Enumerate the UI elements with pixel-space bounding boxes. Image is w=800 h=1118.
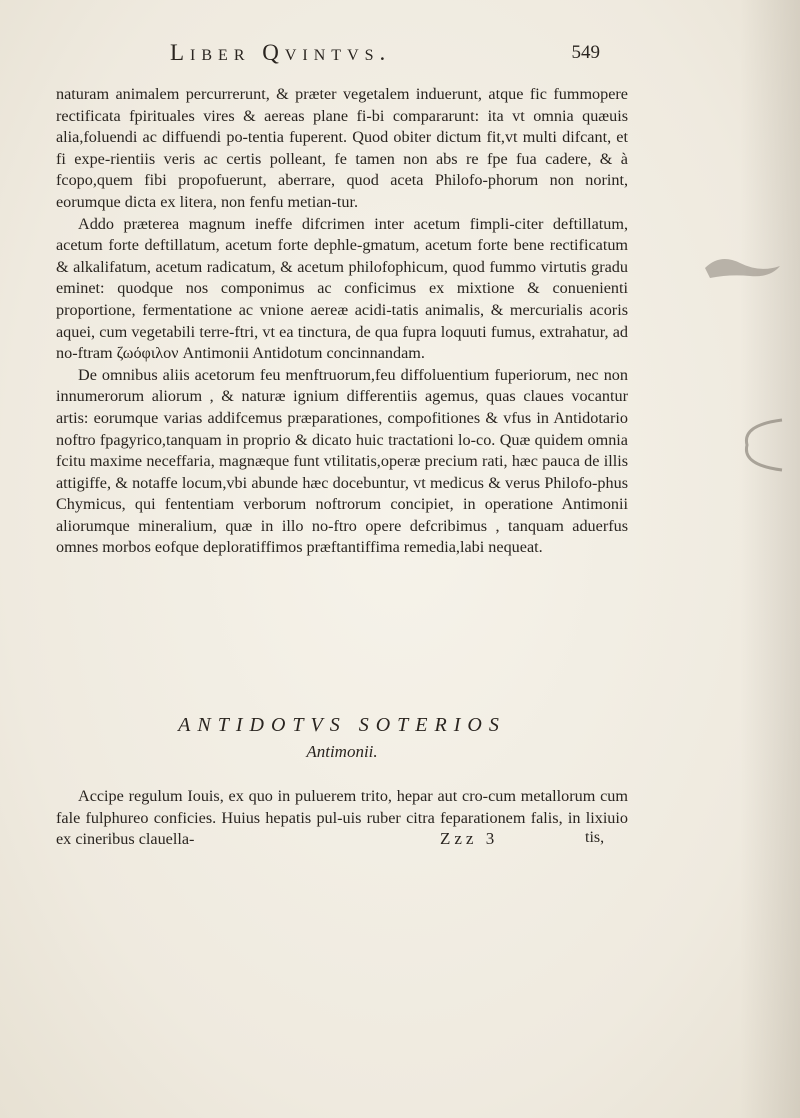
- page-number: 549: [571, 42, 600, 63]
- main-text-block: [56, 84, 628, 559]
- running-title: Liber Qvintvs.: [170, 40, 392, 65]
- page-edge-shadow: [740, 0, 800, 1118]
- catchword: tis,: [585, 829, 605, 846]
- section-subheading: Antimonii.: [306, 742, 378, 761]
- section-heading: ANTIDOTVS SOTERIOS: [178, 714, 506, 736]
- margin-ink-blot-icon: [700, 248, 790, 288]
- paragraph-3: De omnibus aliis acetorum feu menftruorum,feu diffoluentium fuperiorum, nec non innumerorum aliorum , & naturæ ignium differentiis agemus, quas claues vocantur artis: eorumque varias addifcemus præparationes, compofitiones & vfus in Antidotario noftro fpagyrico,tanquam in proprio & dicato huic tractationi lo-co. Quæ quidem omnia fcitu maxime neceffaria, magnæque funt vtilitatis,operæ precium rati, hæc pauca de illis attigiffe, & notaffe locum,vbi abunde hæc docebuntur, vt medicus & verus Philofo-phus Chymicus, qui fententiam verborum noftrorum concipiet, in operatione Antimonii aliorumque mineralium, quæ in illo no-ftro opere defcribimus , tanquam aduerfus omnes morbos eofque deploratiffimos præftantiffima remedia,labi nequeat.: [56, 365, 628, 557]
- recipe-text-block: [56, 786, 628, 851]
- recipe-paragraph: Accipe regulum Iouis, ex quo in puluerem trito, hepar aut cro-cum metallorum cum fale fulphureo conficies. Huius hepatis pul-uis ruber citra feparationem falis, in lixiuio ex cineribus clauella-: [56, 787, 628, 849]
- paragraph-1: naturam animalem percurrerunt, & præter vegetalem induerunt, atque fic fummopere rectificata fpirituales vires & aereas plane fi-bi compararunt: ita vt omnia quæuis alia,foluendi ac diffuendi po-tentia fuperent. Quod obiter dictum fit,vt multi difcant, et fi expe-rientiis veris ac certis polleant, fe tamen non abs re fpe fua cadere, & à fcopo,quem fibi propofuerunt, aberrare, quod aceta Philofo-phorum non norint, eorumque dicta ex litera, non fenfu metian-tur.: [56, 85, 628, 211]
- paragraph-2: Addo præterea magnum ineffe difcrimen inter acetum fimpli-citer deftillatum, acetum forte deftillatum, acetum forte dephle-gmatum, acetum forte bene rectificatum & alkalifatum, acetum radicatum, & acetum philofophicum, quod fummo virtutis gradu eminet: quodque nos componimus ac conficimus ex mixtione & conuenienti proportione, fermentatione ac vnione aereæ acidi-tatis animalis, & mercurialis acoris aquei, cum vegetabili terre-ftri, vt ea tinctura, de qua fupra loquuti fumus, extrahatur, ad no-ftram ζωόφιλον Antimonii Antidotum concinnandam.: [56, 214, 628, 363]
- margin-bracket-icon: [722, 415, 792, 475]
- page-header: [170, 40, 600, 76]
- signature-mark: Zzz 3: [440, 829, 499, 848]
